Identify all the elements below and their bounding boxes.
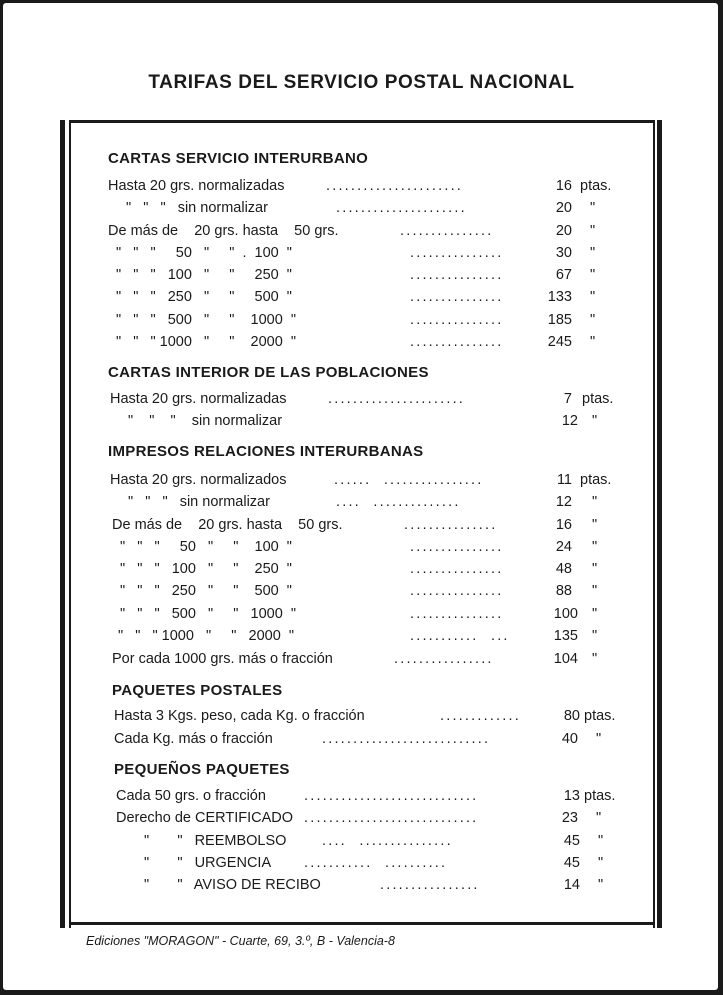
row-value: 133 [547,289,572,305]
row-unit: ptas. [580,472,612,488]
row-value: 80 [563,708,580,724]
row-unit: " [592,413,598,429]
frame-rule [69,120,71,928]
row-label: Derecho de CERTIFICADO [116,810,294,826]
row-label: Por cada 1000 grs. más o fracción [112,651,333,667]
row-leader: ............................ [304,810,479,826]
row-label: " " " 250 " " 500 " [116,289,292,305]
row-value: 67 [555,267,572,283]
row-unit: " [590,312,596,328]
section-heading: IMPRESOS RELACIONES INTERURBANAS [108,443,424,460]
row-leader: .... ............... [322,833,453,849]
row-leader: ............... [404,517,498,533]
row-unit: ptas. [584,708,616,724]
row-label: De más de 20 grs. hasta 50 grs. [108,223,339,239]
frame-rule [657,120,662,928]
row-value: 245 [547,334,572,350]
frame-rule-bottom [69,922,655,925]
row-label: Hasta 20 grs. normalizadas [108,178,285,194]
row-leader: ............... [410,539,504,555]
row-leader: ........................... [322,731,491,747]
row-leader: ............... [410,312,504,328]
row-value: 13 [563,788,580,804]
row-unit: " [592,561,598,577]
row-label: " " " 500 " " 1000 " [120,606,296,622]
page-title: TARIFAS DEL SERVICIO POSTAL NACIONAL [148,72,575,93]
row-value: 14 [563,877,580,893]
frame-rule-top [69,120,655,123]
row-unit: " [590,289,596,305]
row-value: 88 [555,583,572,599]
row-unit: " [596,731,602,747]
row-unit: " [592,539,598,555]
row-leader: ..................... [336,200,467,216]
row-unit: " [590,334,596,350]
publisher-footer: Ediciones "MORAGON" - Cuarte, 69, 3.º, B - Valencia-8 [86,934,395,948]
row-value: 135 [553,628,578,644]
row-label: Hasta 20 grs. normalizadas [110,391,287,407]
row-leader: ...... ................ [334,472,484,488]
row-leader: ............. [440,708,521,724]
row-value: 24 [555,539,572,555]
row-value: 11 [556,472,572,488]
section-heading: CARTAS SERVICIO INTERURBANO [108,150,369,167]
row-unit: " [592,606,598,622]
section-heading: CARTAS INTERIOR DE LAS POBLACIONES [108,364,429,381]
row-value: 104 [553,651,578,667]
row-label: " " " sin normalizar [128,494,270,510]
row-label: " " " 500 " " 1000 " [116,312,296,328]
row-label: " " " 1000 " " 2000 " [118,628,294,644]
frame-rule [60,120,65,928]
row-unit: " [590,245,596,261]
row-unit: " [590,200,596,216]
row-leader: ............................ [304,788,479,804]
row-value: 48 [555,561,572,577]
row-label: " " AVISO DE RECIBO [144,877,321,893]
row-value: 12 [555,494,572,510]
row-leader: ...................... [326,178,464,194]
row-label: " " REEMBOLSO [144,833,287,849]
row-leader: .... .............. [336,494,461,510]
row-unit: " [598,833,604,849]
row-leader: ............... [410,606,504,622]
row-unit: " [592,583,598,599]
row-label: " " " 50 " " 100 " [120,539,292,555]
row-value: 45 [563,855,580,871]
row-unit: " [598,877,604,893]
row-unit: " [592,628,598,644]
row-leader: ........... .......... [304,855,448,871]
section-heading: PAQUETES POSTALES [112,682,283,699]
row-label: Cada 50 grs. o fracción [116,788,266,804]
row-value: 45 [563,833,580,849]
row-value: 12 [561,413,578,429]
row-value: 30 [555,245,572,261]
row-value: 16 [555,178,572,194]
row-leader: ............... [410,583,504,599]
row-label: " " " sin normalizar [128,413,283,429]
row-value: 185 [547,312,572,328]
row-label: Cada Kg. más o fracción [114,731,273,747]
row-leader: ............... [410,334,504,350]
row-label: " " URGENCIA [144,855,272,871]
row-unit: " [592,517,598,533]
row-unit: " [590,223,596,239]
row-leader: ........... ... [410,628,510,644]
row-leader: ............... [410,267,504,283]
row-label: " " " 1000 " " 2000 " [116,334,296,350]
row-label: " " " 50 " " . 100 " [116,245,292,261]
row-leader: ............... [410,561,504,577]
row-unit: " [592,494,598,510]
frame-rule [653,120,655,928]
row-unit: " [598,855,604,871]
row-value: 7 [563,391,572,407]
row-leader: ................ [380,877,480,893]
row-label: " " " 100 " " 250 " [120,561,292,577]
row-unit: ptas. [582,391,614,407]
row-leader: ................ [394,651,494,667]
row-value: 23 [561,810,578,826]
row-label: Hasta 3 Kgs. peso, cada Kg. o fracción [114,708,365,724]
row-leader: ............... [410,245,504,261]
row-unit: ptas. [584,788,616,804]
row-value: 100 [553,606,578,622]
row-value: 20 [555,200,572,216]
row-label: " " " sin normalizar [126,200,268,216]
row-label: Hasta 20 grs. normalizados [110,472,287,488]
row-leader: ............... [400,223,494,239]
row-value: 20 [555,223,572,239]
row-unit: ptas. [580,178,612,194]
row-leader: ...................... [328,391,466,407]
row-label: " " " 250 " " 500 " [120,583,292,599]
row-unit: " [590,267,596,283]
row-unit: " [596,810,602,826]
section-heading: PEQUEÑOS PAQUETES [114,761,290,778]
row-label: " " " 100 " " 250 " [116,267,292,283]
row-value: 40 [561,731,578,747]
row-label: De más de 20 grs. hasta 50 grs. [112,517,343,533]
row-value: 16 [555,517,572,533]
row-unit: " [592,651,598,667]
row-leader: ............... [410,289,504,305]
